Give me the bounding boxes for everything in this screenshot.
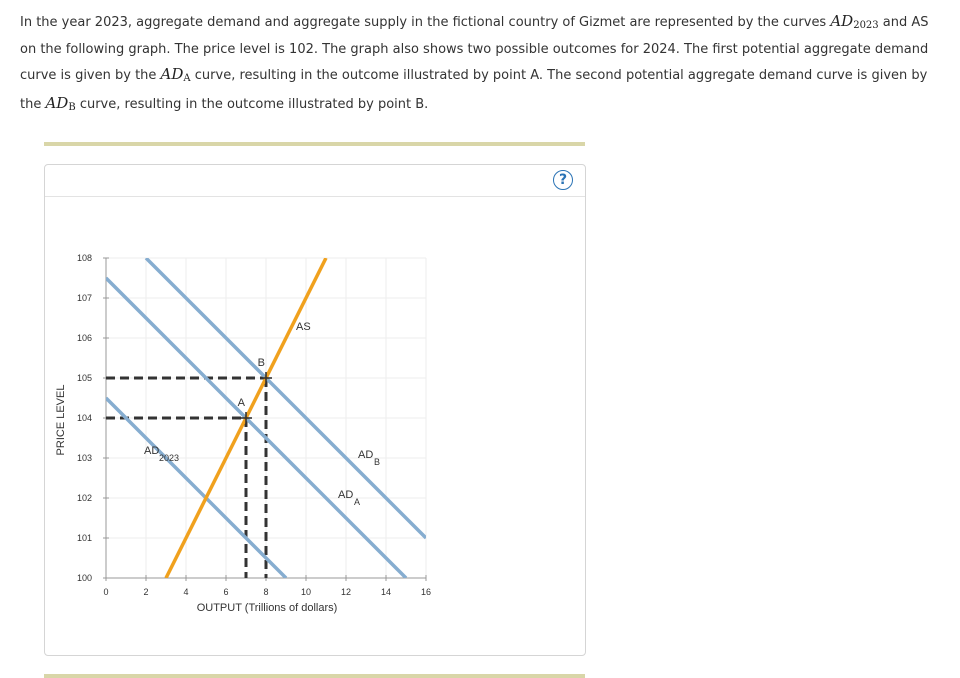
ad2023-math: $AD_{2023}$ (830, 12, 879, 31)
curve-ad-a (106, 278, 406, 578)
x-tick-label: 0 (103, 587, 109, 597)
x-tick-label: 10 (300, 587, 312, 597)
y-tick-label: 107 (76, 293, 92, 303)
x-tick-label: 14 (380, 587, 392, 597)
x-tick-label: 2 (143, 587, 149, 597)
ad-as-chart[interactable] (45, 165, 585, 655)
curve-label-ad-b: AD (358, 449, 374, 461)
curve-label-sub-ad-2023: 2023 (159, 453, 180, 463)
y-tick-label: 105 (76, 373, 92, 383)
y-tick-label: 102 (76, 493, 92, 503)
x-tick-label: 8 (263, 587, 269, 597)
point-label-A: A (237, 397, 245, 409)
y-tick-label: 104 (76, 413, 92, 423)
curve-label-as-line: AS (296, 321, 311, 333)
curve-label-sub-ad-a: A (354, 497, 361, 507)
bottom-divider (44, 674, 585, 678)
question-text: In the year 2023, aggregate demand and aggregate supply in the fictional country of Gizmet are represented by the curves $AD_{2023}$ and AS on the following graph. The price level is 102. The graph also shows two possible outcomes for 2024. The first potential aggregate demand curve is given by the $AD_A$ curve, resulting in the outcome illustrated by point A. The second potential aggregate demand curve is given by the $AD_B$ curve, resulting in the outcome illustrated by point B. (20, 12, 929, 113)
question-mark-icon: ? (558, 172, 568, 188)
curve-ad-2023 (106, 398, 286, 578)
x-tick-label: 12 (340, 587, 352, 597)
y-tick-label: 106 (76, 333, 92, 343)
top-divider (44, 142, 585, 146)
curve-label-ad-a: AD (338, 489, 354, 501)
point-label-B: B (257, 357, 265, 369)
x-axis-label: OUTPUT (Trillions of dollars) (196, 602, 338, 614)
curve-label-ad-2023: AD (144, 445, 160, 457)
y-axis-label: PRICE LEVEL (55, 384, 67, 456)
x-tick-label: 16 (420, 587, 432, 597)
ada-math: $AD_A$ (160, 65, 191, 84)
graph-panel (44, 164, 586, 656)
y-tick-label: 108 (76, 253, 92, 263)
y-tick-label: 101 (76, 533, 92, 543)
y-tick-label: 100 (76, 573, 92, 583)
curve-label-sub-ad-b: B (374, 457, 381, 467)
adb-math: $AD_B$ (45, 94, 76, 113)
x-tick-label: 6 (223, 587, 229, 597)
y-tick-label: 103 (76, 453, 92, 463)
curve-ad-b (146, 258, 426, 538)
x-tick-label: 4 (183, 587, 189, 597)
